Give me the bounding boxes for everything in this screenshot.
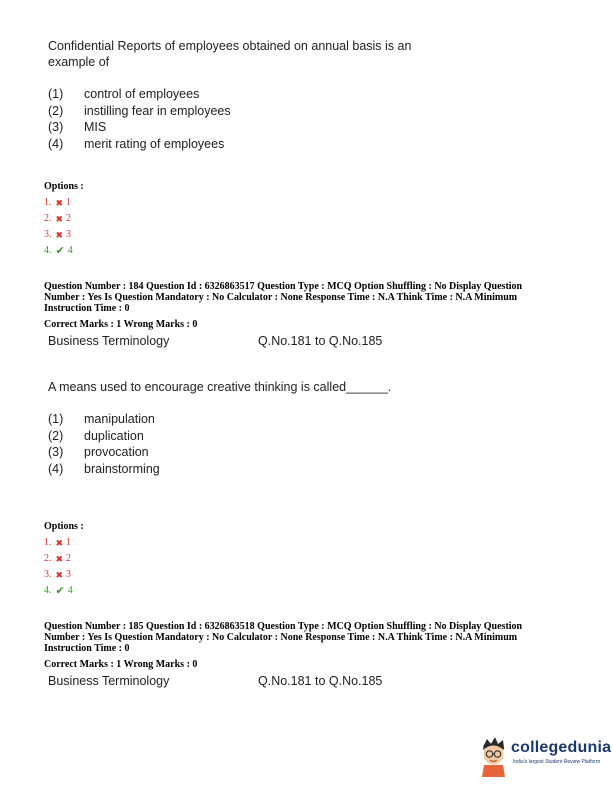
mascot-icon <box>477 735 511 777</box>
option-text: MIS <box>84 120 107 134</box>
question-range: Q.No.181 to Q.No.185 <box>258 674 383 688</box>
option-text: brainstorming <box>84 461 160 476</box>
answer-options <box>44 195 73 259</box>
option-number: (1) <box>48 87 64 101</box>
option-row <box>48 86 231 103</box>
option-number: (4) <box>48 461 64 476</box>
check-icon: ✔ <box>55 585 65 597</box>
option-text: control of employees <box>84 87 200 101</box>
subject-name: Business Terminology <box>48 674 170 688</box>
cross-icon: ✖ <box>55 570 64 580</box>
option-number: (3) <box>48 120 64 134</box>
option-number: (1) <box>48 412 64 426</box>
marks-info: Correct Marks : 1 Wrong Marks : 0 <box>44 659 198 670</box>
question-meta <box>44 281 564 314</box>
option-row <box>48 119 231 136</box>
question-options <box>48 86 231 152</box>
answer-value: 2 <box>66 553 72 564</box>
option-text: provocation <box>84 445 149 459</box>
question-line: Confidential Reports of employees obtained on annual basis is an <box>48 39 412 53</box>
answer-row <box>44 243 73 259</box>
answer-value: 2 <box>66 213 72 224</box>
cross-icon: ✖ <box>55 214 64 224</box>
answer-row <box>44 583 73 599</box>
answer-row <box>44 551 73 567</box>
answer-number: 1. <box>44 537 52 548</box>
answer-row <box>44 567 73 583</box>
collegedunia-logo <box>477 735 612 779</box>
check-icon: ✔ <box>55 245 65 257</box>
cross-icon: ✖ <box>55 538 64 548</box>
answer-number: 3. <box>44 569 52 580</box>
answer-row <box>44 195 73 211</box>
answer-value: 1 <box>66 197 72 208</box>
question-line: example of <box>48 55 110 69</box>
option-text: duplication <box>84 428 144 443</box>
option-text: merit rating of employees <box>84 136 225 151</box>
meta-line: Question Number : 184 Question Id : 6326863517 Question Type : MCQ Option Shuffling : No Display Question <box>44 281 523 292</box>
option-row <box>48 136 231 153</box>
answer-value: 3 <box>66 229 72 240</box>
option-row <box>48 428 160 445</box>
question-meta <box>44 621 564 654</box>
question-options <box>48 411 160 477</box>
logo-name: collegedunia <box>511 739 612 756</box>
answer-row <box>44 227 73 243</box>
answer-value: 4 <box>67 585 73 596</box>
answer-number: 2. <box>44 213 52 224</box>
option-number: (3) <box>48 445 64 459</box>
answer-number: 2. <box>44 553 52 564</box>
meta-line: Number : Yes Is Question Mandatory : No Calculator : None Response Time : N.A Think Time : N.A Minimum <box>44 632 518 643</box>
option-row <box>48 461 160 478</box>
option-number: (4) <box>48 136 64 151</box>
meta-line: Number : Yes Is Question Mandatory : No Calculator : None Response Time : N.A Think Time : N.A Minimum <box>44 292 518 303</box>
answer-number: 3. <box>44 229 52 240</box>
answer-value: 3 <box>66 569 72 580</box>
option-row <box>48 444 160 461</box>
option-text: manipulation <box>84 412 155 426</box>
meta-line: Question Number : 185 Question Id : 6326863518 Question Type : MCQ Option Shuffling : No Display Question <box>44 621 523 632</box>
meta-line: Instruction Time : 0 <box>44 643 130 654</box>
option-row <box>48 411 160 428</box>
answer-value: 1 <box>66 537 72 548</box>
logo-tagline: India's largest Student Review Platform <box>513 759 601 765</box>
cross-icon: ✖ <box>55 230 64 240</box>
cross-icon: ✖ <box>55 554 64 564</box>
answer-row <box>44 535 73 551</box>
question-range: Q.No.181 to Q.No.185 <box>258 334 383 348</box>
answer-number: 4. <box>44 245 52 256</box>
option-number: (2) <box>48 103 64 118</box>
subject-name: Business Terminology <box>48 334 170 348</box>
answer-number: 1. <box>44 197 52 208</box>
question-text <box>48 38 411 70</box>
answer-options <box>44 535 73 599</box>
meta-line: Instruction Time : 0 <box>44 303 130 314</box>
cross-icon: ✖ <box>55 198 64 208</box>
marks-info: Correct Marks : 1 Wrong Marks : 0 <box>44 319 198 330</box>
options-label: Options : <box>44 521 84 532</box>
options-label: Options : <box>44 181 84 192</box>
answer-number: 4. <box>44 585 52 596</box>
option-number: (2) <box>48 428 64 443</box>
question-text: A means used to encourage creative thinking is called______. <box>48 380 392 394</box>
option-row <box>48 103 231 120</box>
answer-value: 4 <box>67 245 73 256</box>
option-text: instilling fear in employees <box>84 103 231 118</box>
answer-row <box>44 211 73 227</box>
